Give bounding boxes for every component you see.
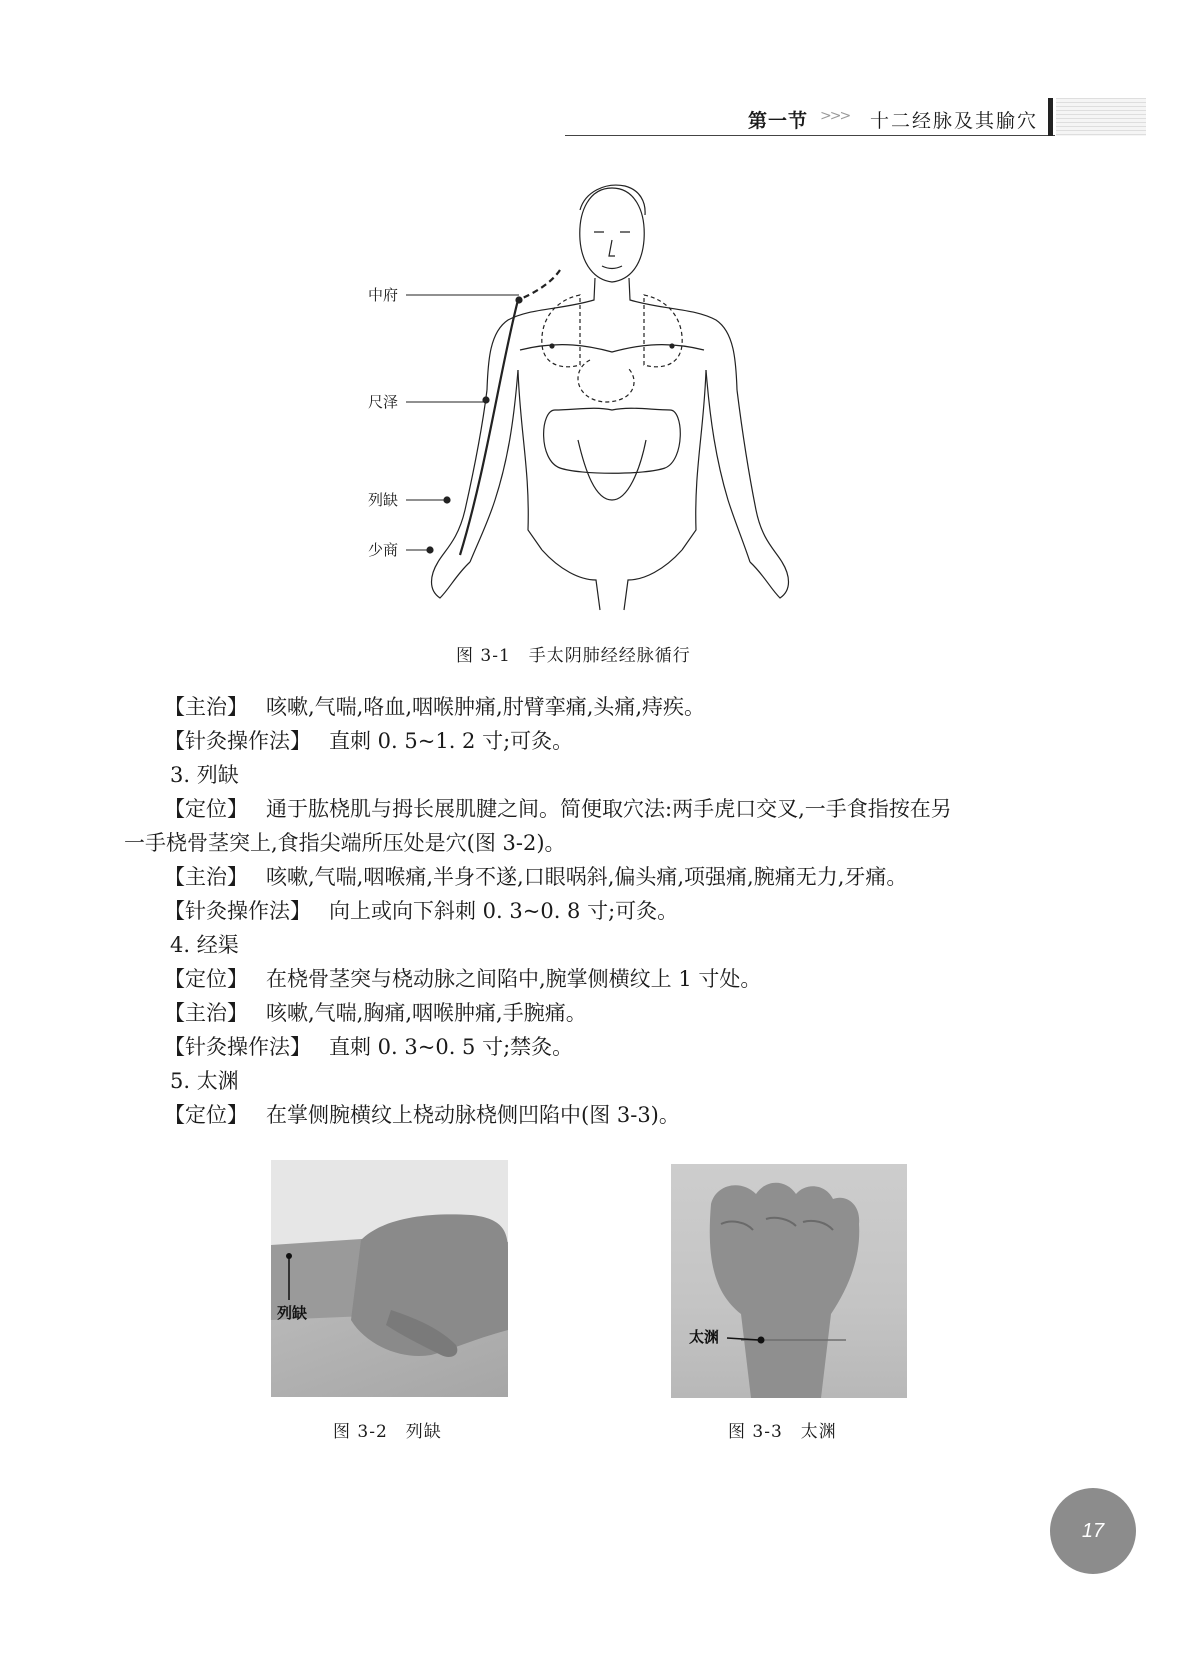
text-line: 【针灸操作法】 向上或向下斜刺 0. 3~0. 8 寸;可灸。 <box>164 899 679 923</box>
label-chize: 尺泽 <box>368 393 399 411</box>
header-title: 十二经脉及其腧穴 <box>870 110 1039 132</box>
running-header <box>0 92 1202 142</box>
text-line: 【定位】 通于肱桡肌与拇长展肌腱之间。简便取穴法:两手虎口交叉,一手食指按在另 <box>164 797 952 821</box>
text-line: 【针灸操作法】 直刺 0. 3~0. 5 寸;禁灸。 <box>164 1035 574 1059</box>
photo-label-lieque: 列缺 <box>277 1304 308 1322</box>
text-line: 【主治】 咳嗽,气喘,咯血,咽喉肿痛,肘臂挛痛,头痛,痔疾。 <box>164 695 706 719</box>
photo-taiyuan <box>671 1164 907 1398</box>
header-section: 第一节 <box>748 110 809 132</box>
text-line: 【定位】 在桡骨茎突与桡动脉之间陷中,腕掌侧横纹上 1 寸处。 <box>164 967 762 991</box>
label-shaoshang: 少商 <box>368 541 399 559</box>
section-heading: 4. 经渠 <box>170 933 239 957</box>
text-line: 【主治】 咳嗽,气喘,咽喉痛,半身不遂,口眼㖞斜,偏头痛,项强痛,腕痛无力,牙痛。 <box>164 865 908 889</box>
figure-lung-meridian <box>368 170 810 630</box>
figure-3-2-caption: 图 3-2 列缺 <box>333 1422 442 1442</box>
header-arrows-icon: >>> <box>820 108 850 124</box>
header-gradient <box>1056 98 1146 136</box>
lung-meridian-illustration <box>390 170 810 630</box>
figure-3-1-caption: 图 3-1 手太阴肺经经脉循行 <box>456 646 691 666</box>
page-number-badge <box>1050 1488 1136 1574</box>
text-line: 【定位】 在掌侧腕横纹上桡动脉桡侧凹陷中(图 3-3)。 <box>164 1103 680 1127</box>
section-heading: 3. 列缺 <box>170 763 239 787</box>
fist-photo-illustration <box>671 1164 907 1398</box>
hand-photo-illustration <box>271 1160 508 1397</box>
section-heading: 5. 太渊 <box>170 1069 239 1093</box>
header-rule <box>565 135 1055 136</box>
text-line: 【针灸操作法】 直刺 0. 5~1. 2 寸;可灸。 <box>164 729 574 753</box>
photo-label-taiyuan: 太渊 <box>689 1328 720 1346</box>
text-line: 一手桡骨茎突上,食指尖端所压处是穴(图 3-2)。 <box>124 831 566 855</box>
label-zhongfu: 中府 <box>368 286 399 304</box>
figure-3-3-caption: 图 3-3 太渊 <box>728 1422 837 1442</box>
text-line: 【主治】 咳嗽,气喘,胸痛,咽喉肿痛,手腕痛。 <box>164 1001 587 1025</box>
page-number: 17 <box>1081 1519 1105 1542</box>
header-bar <box>1048 98 1053 136</box>
label-lieque: 列缺 <box>368 491 399 509</box>
photo-lieque <box>271 1160 508 1397</box>
